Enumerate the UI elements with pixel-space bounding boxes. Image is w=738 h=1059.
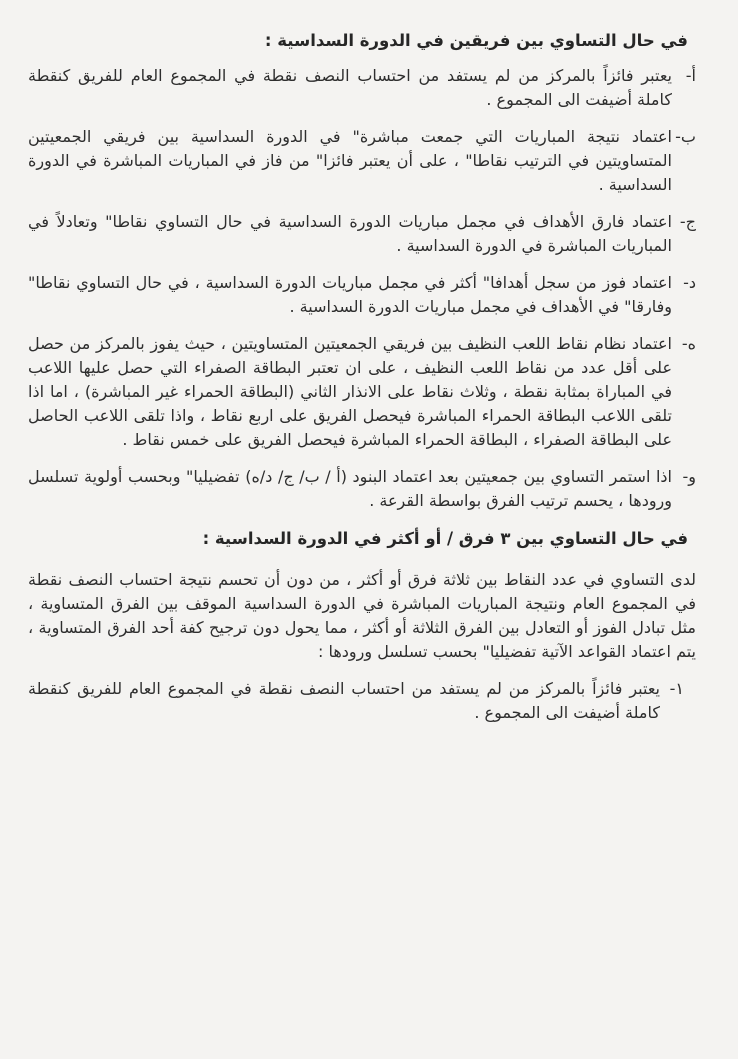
rule-text: اذا استمر التساوي بين جمعيتين بعد اعتماد البنود (أ / ب/ ج/ د/ه) تفضيليا" وبحسب أولوية تسلسل ورودها ، يحسم ترتيب الفرق بواسطة القرعة . bbox=[28, 467, 672, 510]
section-1-heading: في حال التساوي بين فريقين في الدورة السداسية : bbox=[264, 31, 688, 50]
rule-text: يعتبر فائزاً بالمركز من لم يستفد من احتساب النصف نقطة في المجموع العام للفريق كنقطة كاملة أضيفت الى المجموع . bbox=[28, 66, 672, 109]
rule-text: اعتماد فوز من سجل أهدافا" أكثر في مجمل مباريات الدورة السداسية ، في حال التساوي نقاطا" وفارقا" في الأهداف في مجمل مباريات الدورة السداسية . bbox=[28, 273, 672, 316]
rule-marker: ب- bbox=[675, 127, 696, 146]
section-2-intro: لدى التساوي في عدد النقاط بين ثلاثة فرق أو أكثر ، من دون أن تحسم نتيجة احتساب النصف نقطة في المجموع العام ونتيجة المباريات المباشرة في الدورة السداسية الموقف بين الفرق المتساوية ، مثل تبادل الفوز أو التعادل بين الفرق الثلاثة أو أكثر ، مما يحول دون ترجيح كفة أحد الفرق المتساوية ، يتم اعتماد القواعد الآتية تفضيليا" بحسب تسلسل ورودها : bbox=[28, 570, 696, 661]
rule-marker: د- bbox=[683, 273, 696, 292]
rule-text: اعتماد نتيجة المباريات التي جمعت مباشرة" في الدورة السداسية بين فريقي الجمعيتين المتساويتين في الترتيب نقاطا" ، على أن يعتبر فائزا" من فاز في المباريات المباشرة في الدورة السداسية . bbox=[28, 127, 672, 194]
rule-text: اعتماد فارق الأهداف في مجمل مباريات الدورة السداسية في حال التساوي نقاطا" وتعادلاً في المباريات المباشرة في الدورة السداسية . bbox=[28, 212, 672, 255]
rule-item-e bbox=[28, 332, 696, 452]
rule-text: اعتماد نظام نقاط اللعب النظيف بين فريقي الجمعيتين المتساويتين ، حيث يفوز بالمركز من حصل على أقل عدد من نقاط اللعب النظيف ، على ان تعتبر البطاقة الصفراء التي حصل عليها اللاعب في المباراة بمثابة نقطة ، وثلاث نقاط على الانذار الثاني (البطاقة الحمراء غير المباشرة) ، اما اذا تلقى اللاعب البطاقة الحمراء المباشرة فيحصل الفريق على اربع نقاط ، واذا تلقى اللاعب الحاصل على البطاقة الصفراء ، البطاقة الحمراء المباشرة فيحصل الفريق على خمس نقاط . bbox=[28, 334, 672, 449]
rule-item-1 bbox=[28, 677, 684, 725]
rule-item-c bbox=[28, 210, 696, 258]
rule-marker: ه- bbox=[681, 334, 696, 353]
rule-text: يعتبر فائزاً بالمركز من لم يستفد من احتساب النصف نقطة في المجموع العام للفريق كنقطة كاملة أضيفت الى المجموع . bbox=[28, 679, 660, 722]
rule-item-d bbox=[28, 271, 696, 319]
rule-item-f bbox=[28, 465, 696, 513]
section-2-heading: في حال التساوي بين ٣ فرق / أو أكثر في الدورة السداسية : bbox=[202, 529, 688, 548]
rule-item-b bbox=[28, 125, 696, 197]
rule-marker: أ- bbox=[685, 66, 696, 85]
rule-item-a bbox=[28, 64, 696, 112]
rule-marker: ١- bbox=[669, 679, 684, 698]
rule-marker: و- bbox=[682, 467, 696, 486]
rule-marker: ج- bbox=[679, 212, 696, 231]
